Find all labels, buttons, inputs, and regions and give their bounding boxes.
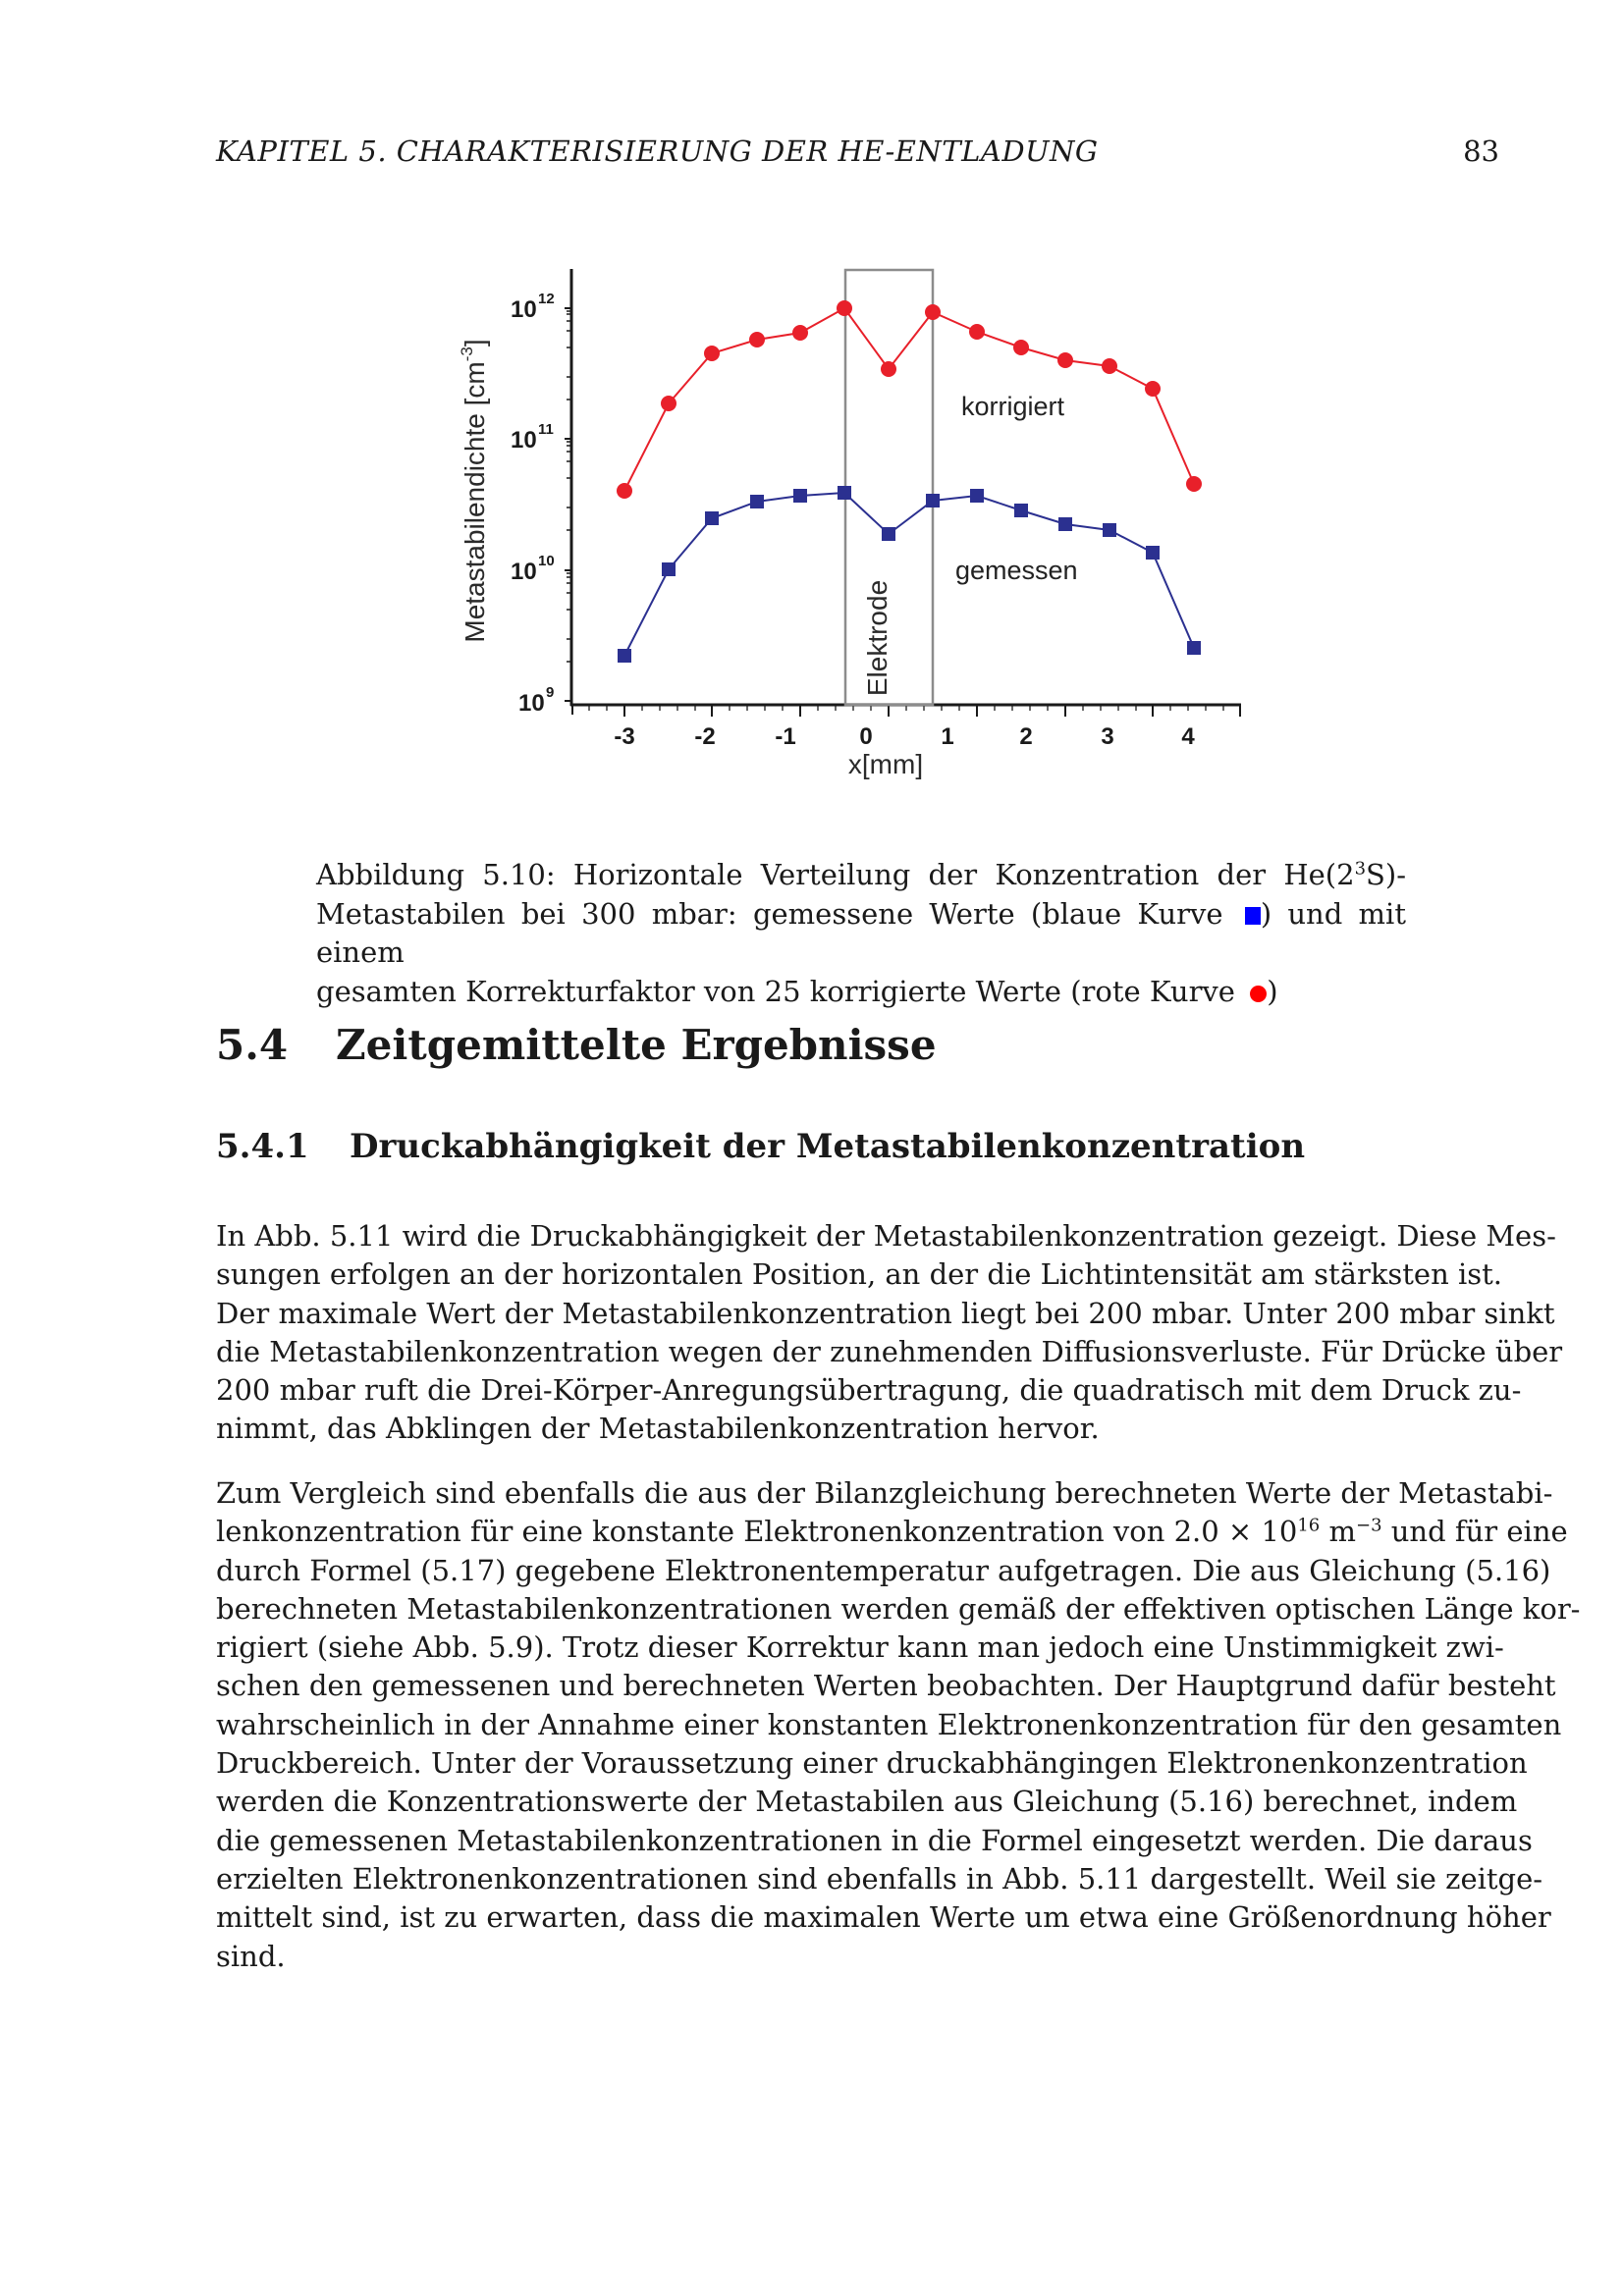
y-axis-label: Metastabilendichte $[cm^{-3}]$ <box>458 339 490 643</box>
running-head: KAPITEL 5. CHARAKTERISIERUNG DER HE-ENTLADUNG <box>216 134 1099 168</box>
series-corrected <box>617 300 1202 499</box>
text-line: berechneten Metastabilenkonzentrationen werden gemäß der effektiven optischen Länge kor- <box>216 1591 1581 1626</box>
text-line: schen den gemessenen und berechneten Werten beobachten. Der Hauptgrund dafür besteht <box>216 1669 1556 1703</box>
subsection-heading <box>216 1127 1305 1166</box>
text-line: werden die Konzentrationswerte der Metastabilen aus Gleichung (5.16) berechnet, indem <box>216 1785 1518 1819</box>
x-tick-label: 1 <box>941 723 954 750</box>
x-tick-labels <box>614 723 1195 750</box>
y-tick-label: 10 <box>511 559 537 585</box>
electrode-label: Elektrode <box>862 579 893 697</box>
text-line: mittelt sind, ist zu erwarten, dass die maximalen Werte um etwa eine Größenordnung höher <box>216 1900 1551 1935</box>
chart-svg <box>0 0 1623 844</box>
red-circle-marker-icon <box>1250 986 1267 1002</box>
text-line: die gemessenen Metastabilenkonzentrationen in die Formel eingesetzt werden. Die daraus <box>216 1823 1533 1857</box>
y-tick-label: 10 <box>518 690 545 717</box>
x-axis-label: x[mm] <box>847 749 924 779</box>
x-tick-label: 4 <box>1181 723 1195 750</box>
text-line: nimmt, das Abklingen der Metastabilenkonzentration hervor. <box>216 1412 1100 1446</box>
subsection-number: 5.4.1 <box>216 1127 309 1166</box>
text-line: erzielten Elektronenkonzentrationen sind ebenfalls in Abb. 5.11 dargestellt. Weil sie zeitge- <box>216 1861 1543 1896</box>
figure-caption <box>316 856 1406 1011</box>
text-line: durch Formel (5.17) gegebene Elektronentemperatur aufgetragen. Die aus Gleichung (5.16) <box>216 1553 1551 1587</box>
y-tick-label: 10 <box>511 296 537 323</box>
axes <box>565 269 1241 717</box>
y-tick-exponent: 12 <box>538 291 555 307</box>
series-label-corrected: korrigiert <box>961 392 1065 421</box>
section-title: Zeitgemittelte Ergebnisse <box>336 1021 937 1069</box>
text-line: sungen erfolgen an der horizontalen Position, an der die Lichtintensität am stärksten ist. <box>216 1257 1503 1292</box>
figure-metastable-density <box>0 0 1623 844</box>
y-tick-label: 10 <box>511 427 537 454</box>
paragraph-1 <box>216 1217 1563 1449</box>
y-tick-exponent: 10 <box>538 553 555 569</box>
text-line: rigiert (siehe Abb. 5.9). Trotz dieser Korrektur kann man jedoch eine Unstimmigkeit zwi- <box>216 1630 1504 1665</box>
subsection-title: Druckabhängigkeit der Metastabilenkonzentration <box>350 1127 1306 1166</box>
text-line: lenkonzentration für eine konstante Elektronenkonzentration von $2.0 \times 10^{16}$ $m^{-3}$ und für eine <box>216 1515 1568 1549</box>
x-tick-label: -2 <box>694 723 716 750</box>
text-line: Druckbereich. Unter der Voraussetzung einer druckabhängingen Elektronenkonzentration <box>216 1746 1528 1781</box>
series-measured <box>618 486 1201 663</box>
text-line: 200 mbar ruft die Drei-Körper-Anregungsübertragung, die quadratisch mit dem Druck zu- <box>216 1373 1522 1408</box>
x-tick-label: 0 <box>859 723 873 750</box>
text-line: Zum Vergleich sind ebenfalls die aus der Bilanzgleichung berechneten Werte der Metastabi- <box>216 1476 1553 1510</box>
text-line: Der maximale Wert der Metastabilenkonzentration liegt bei 200 mbar. Unter 200 mbar sinkt <box>216 1296 1555 1330</box>
section-heading <box>216 1021 937 1069</box>
paragraph-2 <box>216 1474 1581 1976</box>
blue-square-marker-icon <box>1245 907 1261 925</box>
x-tick-label: 3 <box>1101 723 1114 750</box>
y-tick-exponent: 11 <box>538 421 554 438</box>
x-tick-label: -1 <box>775 723 796 750</box>
caption-line: Metastabilen bei 300 mbar: gemessene Werte (blaue Kurve ) und mit einem <box>316 896 1406 969</box>
series-label-measured: gemessen <box>955 556 1078 585</box>
text-line: die Metastabilenkonzentration wegen der zunehmenden Diffusionsverluste. Für Drücke über <box>216 1334 1563 1368</box>
caption-line: Abbildung 5.10: Horizontale Verteilung der Konzentration der $He(2^3S)-$ <box>316 858 1406 891</box>
section-number: 5.4 <box>216 1021 289 1069</box>
text-line: sind. <box>216 1939 286 1973</box>
text-line: In Abb. 5.11 wird die Druckabhängigkeit der Metastabilenkonzentration gezeigt. Diese Mes- <box>216 1219 1556 1253</box>
caption-line: gesamten Korrekturfaktor von 25 korrigierte Werte (rote Kurve ) <box>316 974 1278 1008</box>
x-tick-label: 2 <box>1019 723 1033 750</box>
y-tick-labels <box>511 291 555 717</box>
text-line: wahrscheinlich in der Annahme einer konstanten Elektronenkonzentration für den gesamten <box>216 1707 1562 1741</box>
page-number: 83 <box>1463 134 1499 168</box>
x-tick-label: -3 <box>614 723 635 750</box>
y-tick-exponent: 9 <box>546 684 555 701</box>
